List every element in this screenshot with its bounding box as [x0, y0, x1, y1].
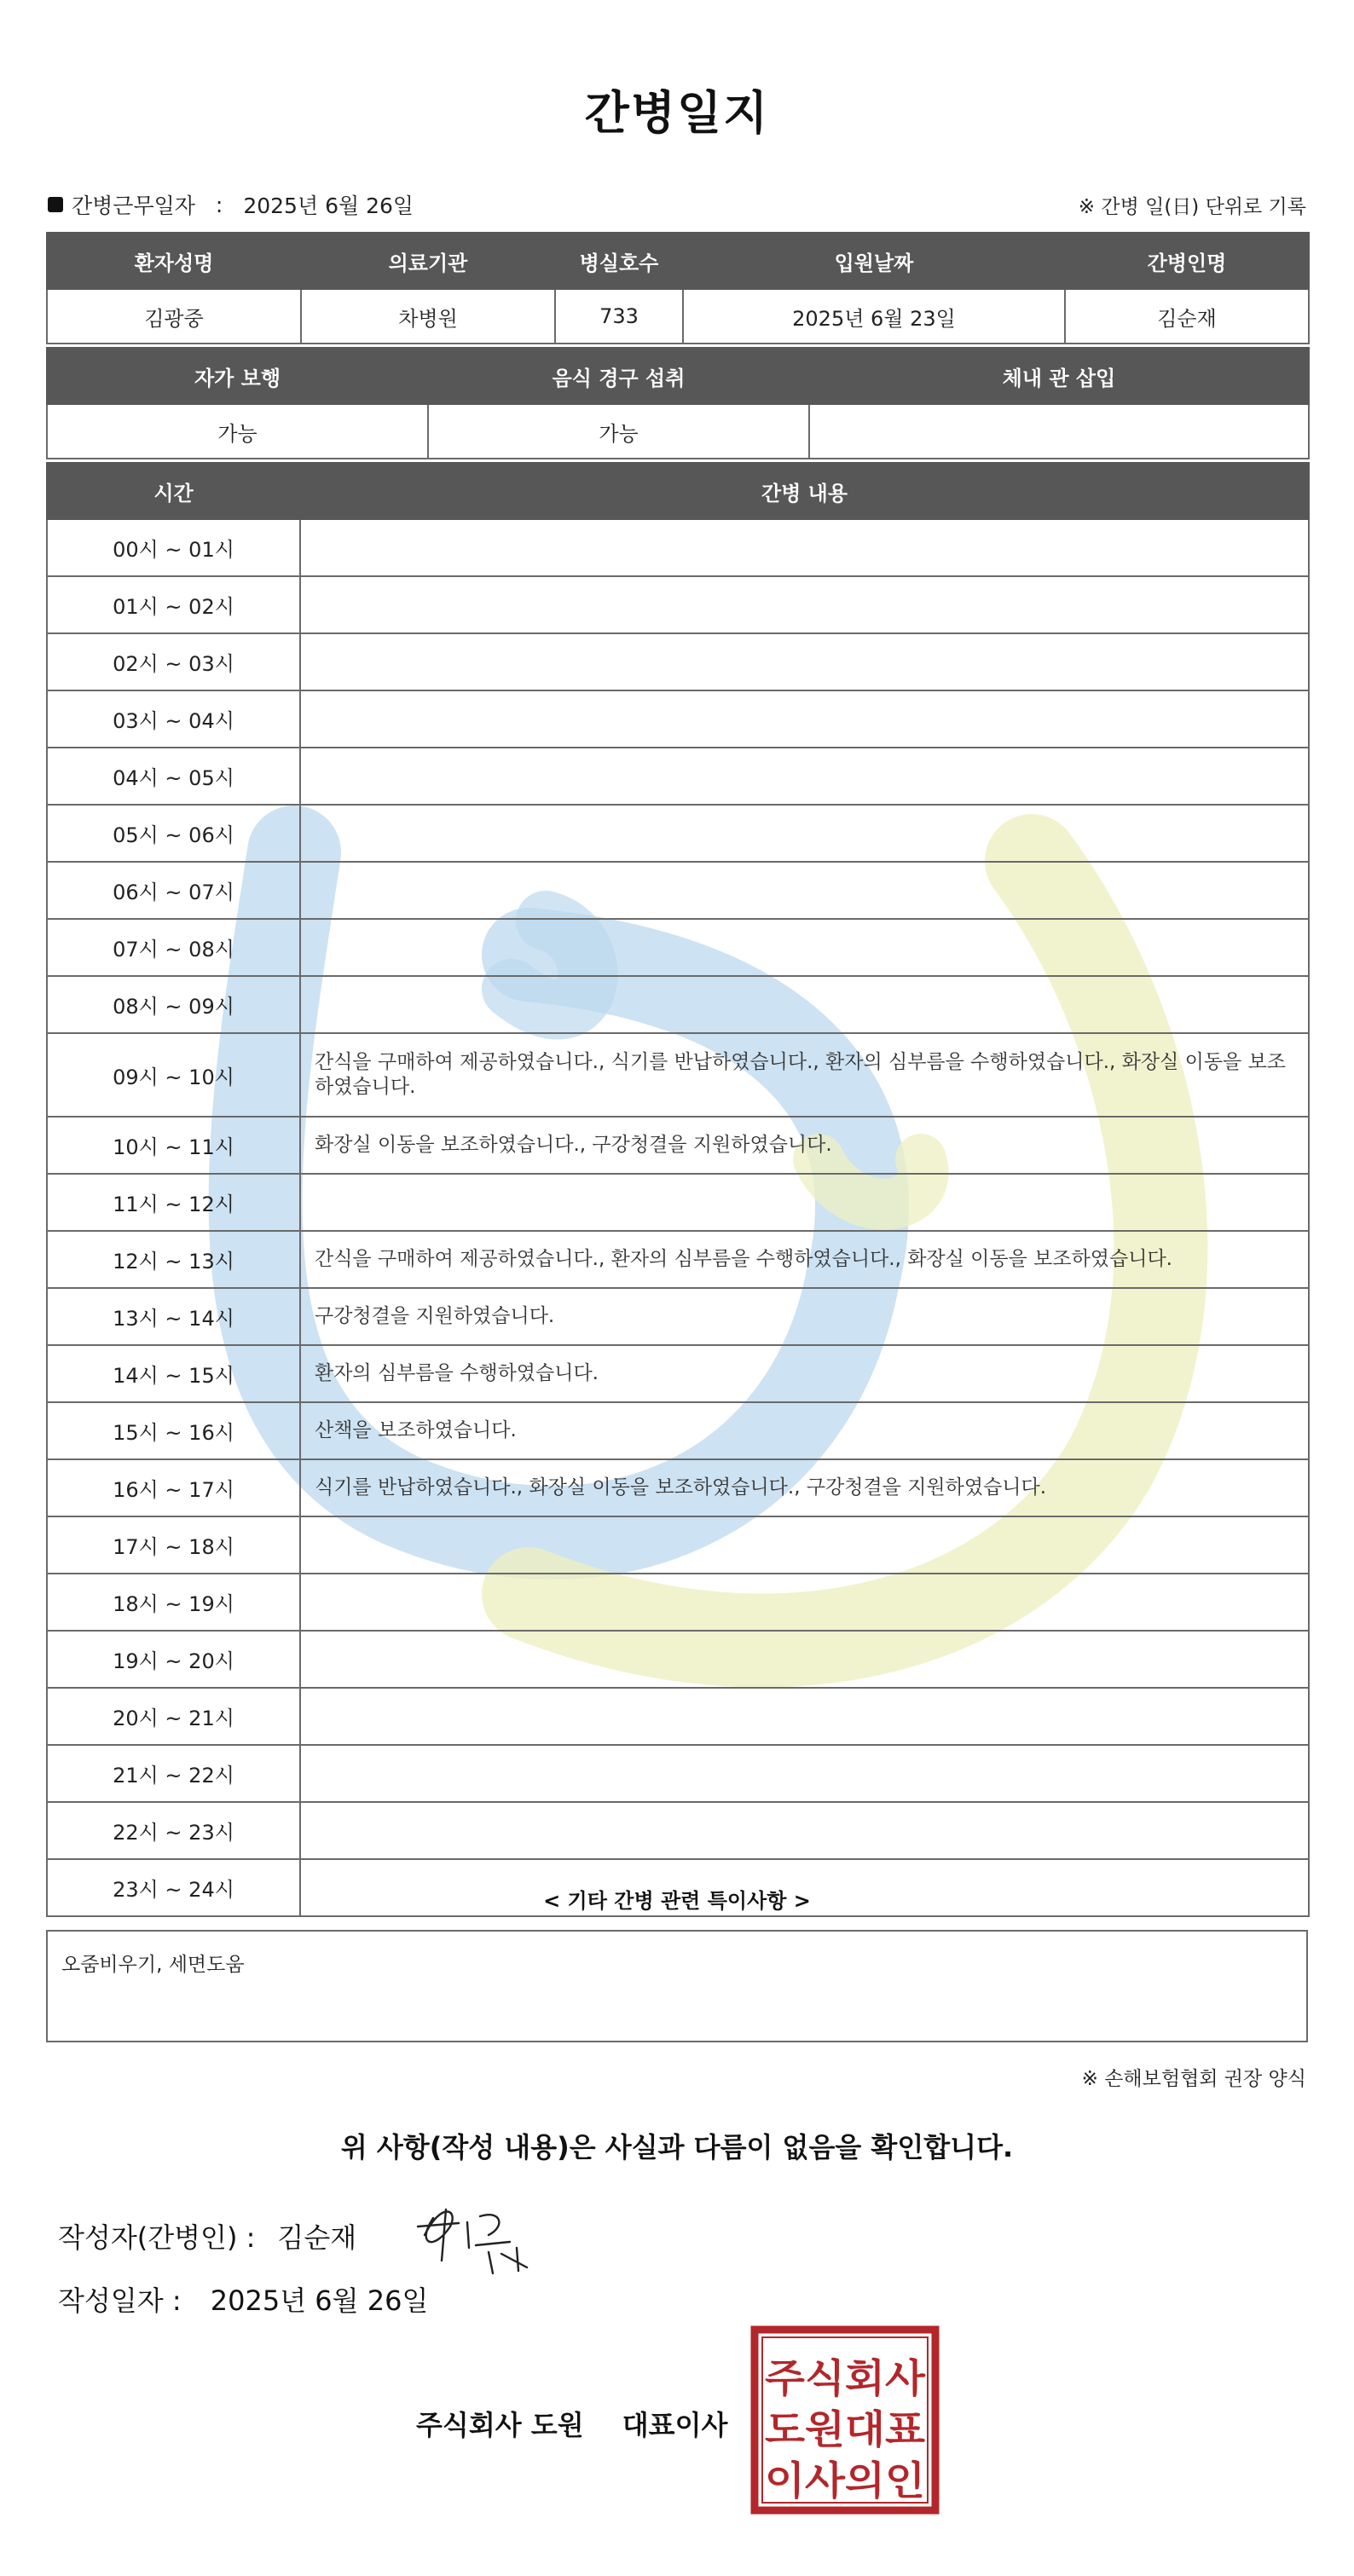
ability-header-row	[47, 348, 1309, 404]
header-time: 시간	[47, 463, 300, 519]
care-log-row	[47, 1574, 1309, 1631]
care-log-content: 화장실 이동을 보조하였습니다., 구강청결을 지원하였습니다.	[300, 1117, 1309, 1174]
care-log-content	[300, 1688, 1309, 1745]
care-log-body	[47, 519, 1309, 1916]
care-log-content: 환자의 심부름을 수행하였습니다.	[300, 1345, 1309, 1402]
care-log-time: 15시 ~ 16시	[47, 1402, 300, 1459]
write-date-line	[58, 2279, 428, 2319]
care-log-row	[47, 1459, 1309, 1516]
care-log-row	[47, 1033, 1309, 1117]
care-log-row	[47, 1688, 1309, 1745]
work-date	[48, 189, 414, 220]
care-log-time: 16시 ~ 17시	[47, 1459, 300, 1516]
care-log-content	[300, 919, 1309, 976]
header-caregiver-name: 간병인명	[1065, 233, 1309, 289]
care-log-time: 18시 ~ 19시	[47, 1574, 300, 1631]
care-log-content	[300, 862, 1309, 919]
care-log-time: 05시 ~ 06시	[47, 805, 300, 862]
care-log-content	[300, 805, 1309, 862]
care-log-row	[47, 1802, 1309, 1859]
care-log-content: 식기를 반납하였습니다., 화장실 이동을 보조하였습니다., 구강청결을 지원하였습니다.	[300, 1459, 1309, 1516]
writer-label: 작성자(간병인) :	[58, 2221, 256, 2254]
seal-line-2: 도원대표	[765, 2406, 926, 2452]
work-date-value: 2025년 6월 26일	[243, 193, 414, 218]
care-log-row	[47, 1174, 1309, 1231]
writer-name: 김순재	[277, 2221, 357, 2254]
care-log-row	[47, 805, 1309, 862]
care-log-content	[300, 1745, 1309, 1802]
write-date-label: 작성일자 :	[58, 2284, 182, 2317]
care-log-time: 21시 ~ 22시	[47, 1745, 300, 1802]
bullet-square-icon	[48, 197, 63, 212]
company-name: 주식회사 도원	[416, 2409, 584, 2441]
care-log-content	[300, 976, 1309, 1033]
header-patient-name: 환자성명	[47, 233, 301, 289]
care-log-content	[300, 690, 1309, 748]
care-log-content	[300, 1174, 1309, 1231]
care-log-row	[47, 1402, 1309, 1459]
remarks-text: 오줌비우기, 세면도움	[61, 1954, 245, 1976]
care-log-row	[47, 1288, 1309, 1345]
patient-ability-table	[46, 347, 1310, 459]
care-log-row	[47, 519, 1309, 576]
care-log-content	[300, 576, 1309, 633]
writer-line	[58, 2216, 356, 2255]
header-oral-intake: 음식 경구 섭취	[428, 348, 809, 404]
patient-info-value-row	[47, 289, 1309, 344]
header-care-content: 간병 내용	[300, 463, 1309, 519]
care-log-row	[47, 1117, 1309, 1174]
care-log-time: 19시 ~ 20시	[47, 1631, 300, 1688]
care-log-content	[300, 633, 1309, 690]
care-log-row	[47, 576, 1309, 633]
care-log-time: 03시 ~ 04시	[47, 690, 300, 748]
care-log-time: 20시 ~ 21시	[47, 1688, 300, 1745]
care-log-row	[47, 1516, 1309, 1574]
company-line	[416, 2404, 727, 2443]
care-log-content	[300, 1802, 1309, 1859]
value-self-walking: 가능	[47, 404, 428, 459]
work-date-label: 간병근무일자	[72, 193, 195, 218]
company-seal	[750, 2325, 940, 2515]
seal-line-3: 이사의인	[765, 2458, 925, 2504]
care-log-content	[300, 519, 1309, 576]
header-tube-insertion: 체내 관 삽입	[809, 348, 1309, 404]
care-log-time: 07시 ~ 08시	[47, 919, 300, 976]
header-room-number: 병실호수	[555, 233, 683, 289]
company-representative: 대표이사	[622, 2409, 728, 2441]
header-hospital: 의료기관	[301, 233, 555, 289]
care-log-time: 11시 ~ 12시	[47, 1174, 300, 1231]
patient-info-header-row	[47, 233, 1309, 289]
care-log-row	[47, 748, 1309, 805]
remarks-box	[46, 1930, 1308, 2042]
care-log-time: 01시 ~ 02시	[47, 576, 300, 633]
work-date-separator: :	[215, 192, 223, 217]
care-log-time: 17시 ~ 18시	[47, 1516, 300, 1574]
unit-note: ※ 간병 일(日) 단위로 기록	[1078, 196, 1306, 218]
care-log-row	[47, 1745, 1309, 1802]
value-room-number: 733	[555, 289, 683, 344]
care-log-time: 22시 ~ 23시	[47, 1802, 300, 1859]
care-log-row	[47, 1631, 1309, 1688]
care-log-content: 산책을 보조하였습니다.	[300, 1402, 1309, 1459]
care-log-time: 02시 ~ 03시	[47, 633, 300, 690]
care-log-time: 00시 ~ 01시	[47, 519, 300, 576]
value-admission-date: 2025년 6월 23일	[683, 289, 1065, 344]
care-log-time: 04시 ~ 05시	[47, 748, 300, 805]
value-patient-name: 김광중	[47, 289, 301, 344]
write-date-value: 2025년 6월 26일	[210, 2284, 429, 2317]
care-log-content	[300, 1574, 1309, 1631]
care-log-time: 09시 ~ 10시	[47, 1033, 300, 1117]
ability-value-row	[47, 404, 1309, 459]
caregiver-signature	[408, 2192, 544, 2278]
care-log-row	[47, 862, 1309, 919]
confirmation-statement: 위 사항(작성 내용)은 사실과 다름이 없음을 확인합니다.	[340, 2131, 1014, 2163]
care-log-row	[47, 1231, 1309, 1288]
care-log-header-row	[47, 463, 1309, 519]
care-log-time: 13시 ~ 14시	[47, 1288, 300, 1345]
form-note: ※ 손해보험협회 권장 양식	[1081, 2068, 1306, 2090]
seal-line-1: 주식회사	[765, 2355, 926, 2401]
care-log-content: 간식을 구매하여 제공하였습니다., 환자의 심부름을 수행하였습니다., 화장실 이동을 보조하였습니다.	[300, 1231, 1309, 1288]
value-tube-insertion	[809, 404, 1309, 459]
remarks-title: < 기타 간병 관련 특이사항 >	[543, 1889, 811, 1913]
care-log-content: 간식을 구매하여 제공하였습니다., 식기를 반납하였습니다., 환자의 심부름을 수행하였습니다., 화장실 이동을 보조하였습니다.	[300, 1033, 1309, 1117]
care-log-content	[300, 1631, 1309, 1688]
header-self-walking: 자가 보행	[47, 348, 428, 404]
care-log-time: 23시 ~ 24시	[47, 1859, 300, 1916]
header-admission-date: 입원날짜	[683, 233, 1065, 289]
care-log-content: 구강청결을 지원하였습니다.	[300, 1288, 1309, 1345]
value-hospital: 차병원	[301, 289, 555, 344]
patient-info-table	[46, 232, 1310, 344]
care-log-time: 12시 ~ 13시	[47, 1231, 300, 1288]
page-title: 간병일지	[584, 86, 770, 140]
care-log-row	[47, 690, 1309, 748]
care-log-time: 08시 ~ 09시	[47, 976, 300, 1033]
care-log-content	[300, 1516, 1309, 1574]
care-log-time: 06시 ~ 07시	[47, 862, 300, 919]
value-oral-intake: 가능	[428, 404, 809, 459]
care-log-content	[300, 748, 1309, 805]
care-log-row	[47, 1345, 1309, 1402]
care-log-row	[47, 976, 1309, 1033]
care-log-time: 10시 ~ 11시	[47, 1117, 300, 1174]
care-log-row	[47, 919, 1309, 976]
care-log-row	[47, 633, 1309, 690]
care-log-table	[46, 462, 1310, 1917]
value-caregiver-name: 김순재	[1065, 289, 1309, 344]
care-log-time: 14시 ~ 15시	[47, 1345, 300, 1402]
